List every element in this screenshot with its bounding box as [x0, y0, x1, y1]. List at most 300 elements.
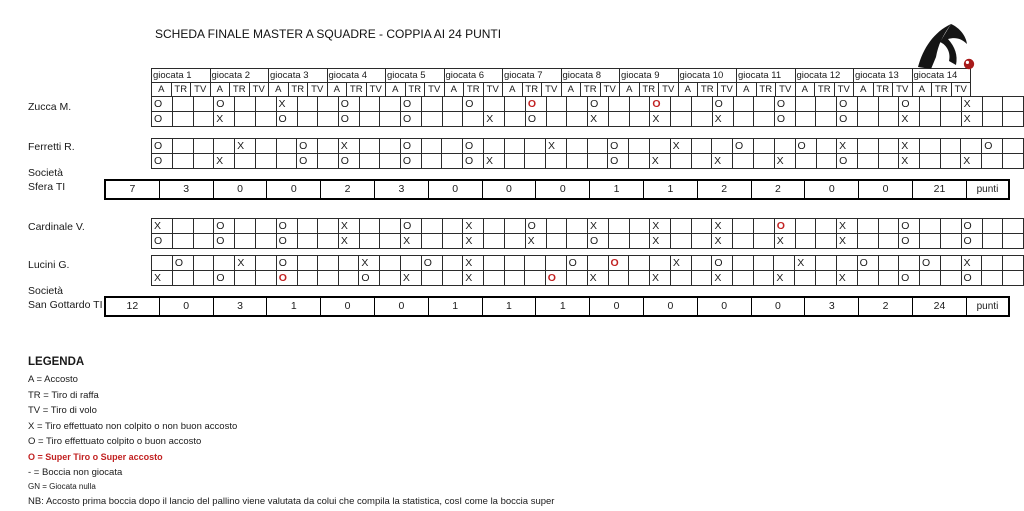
societa-label-1: Società — [28, 167, 64, 179]
points-cell: 0 — [213, 180, 267, 199]
mark-cell — [691, 256, 712, 271]
mark-cell — [525, 271, 546, 286]
mark-cell — [504, 256, 525, 271]
player-label-cardinale: Cardinale V. — [28, 221, 85, 233]
mark-cell — [297, 256, 318, 271]
mark-cell — [650, 256, 671, 271]
subcol-header-cell: A — [620, 83, 640, 97]
giocata-header-cell: giocata 2 — [210, 69, 269, 83]
legend-lines — [28, 374, 988, 507]
giocata-header-cell: giocata 10 — [678, 69, 737, 83]
mark-cell: O — [899, 234, 920, 249]
points-unit-cell: punti — [966, 180, 1009, 199]
mark-cell — [380, 112, 401, 127]
mark-cell: X — [359, 256, 380, 271]
mark-cell — [297, 112, 318, 127]
mark-cell — [546, 154, 567, 169]
mark-cell — [878, 97, 899, 112]
mark-cell — [567, 112, 588, 127]
mark-cell — [671, 234, 692, 249]
subcol-header-cell: TR — [405, 83, 425, 97]
mark-cell — [629, 234, 650, 249]
mark-cell: O — [401, 219, 422, 234]
mark-cell — [609, 97, 630, 112]
team-label-san-gottardo: San Gottardo TI — [28, 299, 103, 311]
mark-cell — [982, 234, 1003, 249]
mark-cell: O — [961, 219, 982, 234]
legend-line: TV = Tiro di volo — [28, 405, 97, 417]
subcol-header-cell: A — [678, 83, 698, 97]
mark-cell — [1003, 256, 1024, 271]
marks-table-ferretti — [151, 138, 1024, 169]
mark-cell — [255, 219, 276, 234]
points-cell: 1 — [536, 297, 590, 316]
mark-cell — [421, 154, 442, 169]
mark-cell — [484, 219, 505, 234]
mark-cell — [546, 234, 567, 249]
mark-cell — [816, 271, 837, 286]
mark-cell — [255, 139, 276, 154]
mark-cell: O — [276, 234, 297, 249]
mark-cell: X — [463, 271, 484, 286]
mark-cell — [920, 219, 941, 234]
mark-cell: X — [899, 139, 920, 154]
mark-cell — [982, 219, 1003, 234]
legend-line: O = Super Tiro o Super accosto — [28, 451, 163, 462]
subcol-header-cell: A — [152, 83, 172, 97]
mark-cell — [1003, 219, 1024, 234]
mark-cell — [587, 154, 608, 169]
mark-cell — [982, 271, 1003, 286]
mark-cell — [608, 219, 629, 234]
points-cell: 1 — [267, 297, 321, 316]
mark-cell: O — [152, 154, 173, 169]
subcol-header-cell: TR — [464, 83, 484, 97]
mark-cell: X — [483, 154, 504, 169]
mark-cell — [297, 271, 318, 286]
subcol-header-cell: TV — [893, 83, 913, 97]
mark-cell — [172, 271, 193, 286]
mark-cell — [920, 97, 941, 112]
subcol-header-cell: TR — [522, 83, 542, 97]
subcol-header-cell: A — [269, 83, 289, 97]
subcol-header-cell: TR — [756, 83, 776, 97]
mark-cell — [484, 97, 505, 112]
points-cell: 1 — [590, 180, 644, 199]
subcol-header-cell: TV — [951, 83, 971, 97]
giocata-header-cell: giocata 4 — [327, 69, 386, 83]
legend-line: - = Boccia non giocata — [28, 466, 123, 478]
mark-cell — [255, 97, 276, 112]
mark-cell — [255, 234, 276, 249]
mark-cell: X — [214, 112, 235, 127]
mark-cell — [484, 256, 505, 271]
subcol-header-cell: A — [561, 83, 581, 97]
mark-cell: O — [152, 97, 173, 112]
mark-cell: O — [214, 219, 235, 234]
mark-cell — [255, 112, 276, 127]
mark-cell — [795, 154, 816, 169]
mark-cell — [878, 112, 899, 127]
legend-line: O = Tiro effettuato colpito o buon accosto — [28, 436, 202, 448]
mark-cell — [629, 219, 650, 234]
subcol-header-cell: TV — [717, 83, 737, 97]
mark-cell — [940, 219, 961, 234]
mark-cell — [940, 154, 961, 169]
mark-cell — [422, 97, 443, 112]
points-cell: 2 — [697, 180, 751, 199]
mark-cell: O — [961, 271, 982, 286]
mark-cell — [359, 97, 380, 112]
mark-cell: O — [401, 112, 422, 127]
mark-cell — [484, 271, 505, 286]
points-cell: 7 — [105, 180, 159, 199]
mark-cell: O — [982, 139, 1003, 154]
player-label-zucca: Zucca M. — [28, 101, 72, 113]
subcol-header-cell: TR — [815, 83, 835, 97]
mark-cell: O — [774, 112, 795, 127]
mark-cell — [359, 234, 380, 249]
mark-cell — [878, 139, 899, 154]
subcol-header-cell: TV — [659, 83, 679, 97]
mark-cell — [754, 234, 775, 249]
mark-cell — [878, 154, 899, 169]
mark-cell: O — [297, 139, 318, 154]
points-cell: 0 — [159, 297, 213, 316]
mark-cell — [422, 234, 443, 249]
legend-line: X = Tiro effettuato non colpito o non buon accosto — [28, 420, 238, 432]
mark-cell: X — [546, 139, 567, 154]
points-cell: 0 — [590, 297, 644, 316]
mark-cell: O — [608, 139, 629, 154]
mark-cell — [691, 112, 712, 127]
mark-cell — [754, 112, 775, 127]
mark-cell — [940, 139, 961, 154]
mark-cell — [1003, 112, 1024, 127]
mark-cell — [193, 112, 214, 127]
mark-cell — [359, 112, 380, 127]
subcol-header-cell: TR — [230, 83, 250, 97]
legend-line: GN = Giocata nulla — [28, 482, 96, 492]
mark-cell — [566, 139, 587, 154]
mark-cell — [338, 256, 359, 271]
mark-cell — [193, 154, 214, 169]
mark-cell — [816, 97, 837, 112]
mark-cell — [152, 256, 173, 271]
mark-cell: O — [276, 112, 297, 127]
mark-cell — [172, 154, 193, 169]
mark-cell — [629, 97, 650, 112]
mark-cell — [816, 219, 837, 234]
subcol-header-cell: A — [737, 83, 757, 97]
mark-cell — [318, 256, 339, 271]
mark-cell — [753, 256, 774, 271]
mark-cell: X — [400, 271, 421, 286]
subcol-header-cell: TR — [171, 83, 191, 97]
mark-cell: O — [152, 234, 173, 249]
subcol-header-cell: TR — [347, 83, 367, 97]
giocata-header-cell: giocata 12 — [795, 69, 854, 83]
mark-cell — [463, 112, 484, 127]
mark-cell — [359, 154, 380, 169]
mark-cell: X — [338, 139, 359, 154]
mark-cell — [733, 112, 754, 127]
mark-cell — [733, 234, 754, 249]
mark-cell — [525, 154, 546, 169]
mark-cell — [733, 97, 754, 112]
bocce-player-logo — [912, 20, 980, 72]
mark-cell — [297, 234, 318, 249]
legend-line: A = Accosto — [28, 374, 78, 385]
mark-cell: O — [545, 271, 566, 286]
mark-cell — [857, 234, 878, 249]
mark-cell — [920, 271, 941, 286]
mark-cell — [816, 112, 837, 127]
mark-cell — [442, 154, 463, 169]
points-cell: 0 — [643, 297, 697, 316]
mark-cell — [173, 112, 194, 127]
legend-line: NB: Accosto prima boccia dopo il lancio del pallino viene valutata da colui che compila la statistica, cosI come la boccia super — [28, 495, 555, 507]
mark-cell: O — [152, 112, 173, 127]
mark-cell: X — [837, 139, 858, 154]
mark-cell: X — [587, 219, 608, 234]
mark-cell — [380, 139, 401, 154]
points-cell: 0 — [805, 180, 859, 199]
legend — [28, 356, 988, 511]
player-label-ferretti: Ferretti R. — [28, 141, 75, 153]
mark-cell — [566, 271, 587, 286]
points-cell: 12 — [105, 297, 159, 316]
mark-cell — [982, 112, 1003, 127]
subcol-header-cell: TR — [698, 83, 718, 97]
mark-cell — [318, 234, 339, 249]
giocata-header-cell: giocata 14 — [912, 69, 971, 83]
points-cell: 3 — [159, 180, 213, 199]
mark-cell — [754, 97, 775, 112]
legend-title: LEGENDA — [28, 356, 85, 368]
mark-cell: O — [961, 234, 982, 249]
mark-cell — [442, 234, 463, 249]
mark-cell — [545, 256, 566, 271]
points-cell: 1 — [428, 297, 482, 316]
mark-cell: O — [214, 271, 235, 286]
mark-cell — [753, 271, 774, 286]
mark-cell — [982, 154, 1003, 169]
mark-cell: O — [214, 234, 235, 249]
mark-cell: O — [837, 154, 858, 169]
mark-cell: O — [587, 234, 608, 249]
mark-cell: O — [463, 97, 484, 112]
mark-cell — [525, 139, 546, 154]
mark-cell — [629, 256, 650, 271]
mark-cell: X — [774, 271, 795, 286]
mark-cell: X — [774, 234, 795, 249]
points-cell: 2 — [859, 297, 913, 316]
mark-cell — [235, 234, 256, 249]
subcol-header-cell: TR — [932, 83, 952, 97]
mark-cell: O — [400, 154, 421, 169]
mark-cell — [920, 154, 941, 169]
mark-cell: O — [359, 271, 380, 286]
subcol-header-cell: TV — [776, 83, 796, 97]
mark-cell — [380, 154, 401, 169]
points-cell: 3 — [213, 297, 267, 316]
mark-cell: O — [400, 139, 421, 154]
mark-cell — [629, 112, 650, 127]
mark-cell — [795, 97, 816, 112]
mark-cell — [1003, 97, 1024, 112]
mark-cell — [235, 97, 256, 112]
mark-cell — [421, 139, 442, 154]
mark-cell — [795, 271, 816, 286]
subcol-header-cell: A — [854, 83, 874, 97]
points-cell: 3 — [374, 180, 428, 199]
mark-cell — [193, 271, 214, 286]
points-cell: 0 — [428, 180, 482, 199]
mark-cell: X — [463, 234, 484, 249]
mark-cell: O — [857, 256, 878, 271]
subcol-header-cell: TR — [288, 83, 308, 97]
mark-cell — [400, 256, 421, 271]
mark-cell — [214, 139, 235, 154]
player-label-lucini: Lucini G. — [28, 259, 70, 271]
mark-cell — [504, 271, 525, 286]
mark-cell: X — [463, 219, 484, 234]
points-cell: 3 — [805, 297, 859, 316]
mark-cell: O — [920, 256, 941, 271]
mark-cell — [318, 219, 339, 234]
mark-cell — [567, 234, 588, 249]
subcol-header-cell: A — [795, 83, 815, 97]
mark-cell — [670, 154, 691, 169]
mark-cell: X — [837, 234, 858, 249]
mark-cell — [318, 139, 339, 154]
mark-cell — [380, 271, 401, 286]
mark-cell: X — [214, 154, 235, 169]
points-cell: 2 — [751, 180, 805, 199]
mark-cell — [857, 219, 878, 234]
mark-cell — [235, 271, 256, 286]
mark-cell: O — [837, 97, 858, 112]
mark-cell — [566, 154, 587, 169]
points-cell: 0 — [482, 180, 536, 199]
mark-cell — [608, 234, 629, 249]
mark-cell — [816, 256, 837, 271]
mark-cell: O — [462, 154, 483, 169]
subcol-header-cell: TV — [191, 83, 211, 97]
mark-cell — [297, 97, 318, 112]
mark-cell — [940, 234, 961, 249]
subcol-header-cell: A — [386, 83, 406, 97]
mark-cell — [754, 219, 775, 234]
mark-cell — [380, 219, 401, 234]
mark-cell — [587, 256, 608, 271]
mark-cell — [1003, 154, 1024, 169]
mark-cell — [920, 234, 941, 249]
mark-cell: X — [961, 97, 982, 112]
mark-cell: O — [338, 97, 359, 112]
mark-cell — [193, 234, 214, 249]
mark-cell — [173, 234, 194, 249]
points-total-cell: 21 — [912, 180, 966, 199]
mark-cell — [649, 139, 670, 154]
subcol-header-cell: A — [912, 83, 932, 97]
mark-cell — [567, 219, 588, 234]
mark-cell — [255, 154, 276, 169]
mark-cell: X — [670, 256, 691, 271]
mark-cell: O — [276, 219, 297, 234]
mark-cell: X — [152, 219, 173, 234]
subcol-header-cell: TV — [834, 83, 854, 97]
points-table-sfera — [104, 179, 1010, 200]
mark-cell: O — [525, 112, 546, 127]
mark-cell — [712, 139, 733, 154]
mark-cell: O — [899, 97, 920, 112]
mark-cell — [276, 154, 297, 169]
mark-cell — [816, 234, 837, 249]
mark-cell — [380, 234, 401, 249]
societa-label-2: Società — [28, 285, 64, 297]
mark-cell: O — [525, 219, 546, 234]
mark-cell: O — [338, 112, 359, 127]
mark-cell — [442, 139, 463, 154]
giocata-header-cell: giocata 3 — [269, 69, 328, 83]
mark-cell — [878, 256, 899, 271]
subcol-header-cell: TV — [308, 83, 328, 97]
mark-cell — [235, 219, 256, 234]
marks-table-zucca — [151, 96, 1024, 127]
mark-cell: X — [587, 271, 608, 286]
mark-cell — [920, 112, 941, 127]
mark-cell — [484, 234, 505, 249]
mark-cell — [836, 256, 857, 271]
mark-cell: O — [650, 97, 671, 112]
mark-cell — [193, 97, 214, 112]
team-label-sfera: Sfera TI — [28, 181, 66, 193]
mark-cell: O — [608, 256, 629, 271]
mark-cell — [629, 139, 650, 154]
mark-cell — [774, 256, 795, 271]
mark-cell: O — [733, 139, 754, 154]
subcol-header-cell: A — [327, 83, 347, 97]
mark-cell — [691, 154, 712, 169]
mark-cell: X — [338, 219, 359, 234]
subcol-header-cell: TV — [542, 83, 562, 97]
mark-cell: X — [152, 271, 173, 286]
subcol-header-cell: A — [444, 83, 464, 97]
mark-cell: X — [712, 219, 733, 234]
mark-cell — [878, 234, 899, 249]
mark-cell — [858, 112, 879, 127]
mark-cell: X — [712, 154, 733, 169]
mark-cell — [380, 256, 401, 271]
points-unit-cell: punti — [966, 297, 1009, 316]
mark-cell — [671, 219, 692, 234]
mark-cell — [504, 139, 525, 154]
mark-cell: X — [235, 256, 256, 271]
mark-cell: O — [214, 97, 235, 112]
mark-cell — [483, 139, 504, 154]
mark-cell — [546, 97, 567, 112]
mark-cell — [442, 97, 463, 112]
points-cell: 0 — [751, 297, 805, 316]
mark-cell — [421, 271, 442, 286]
points-cell: 2 — [321, 180, 375, 199]
mark-cell — [733, 271, 754, 286]
mark-cell: X — [961, 112, 982, 127]
mark-cell — [609, 112, 630, 127]
subcol-header-cell: TV — [600, 83, 620, 97]
